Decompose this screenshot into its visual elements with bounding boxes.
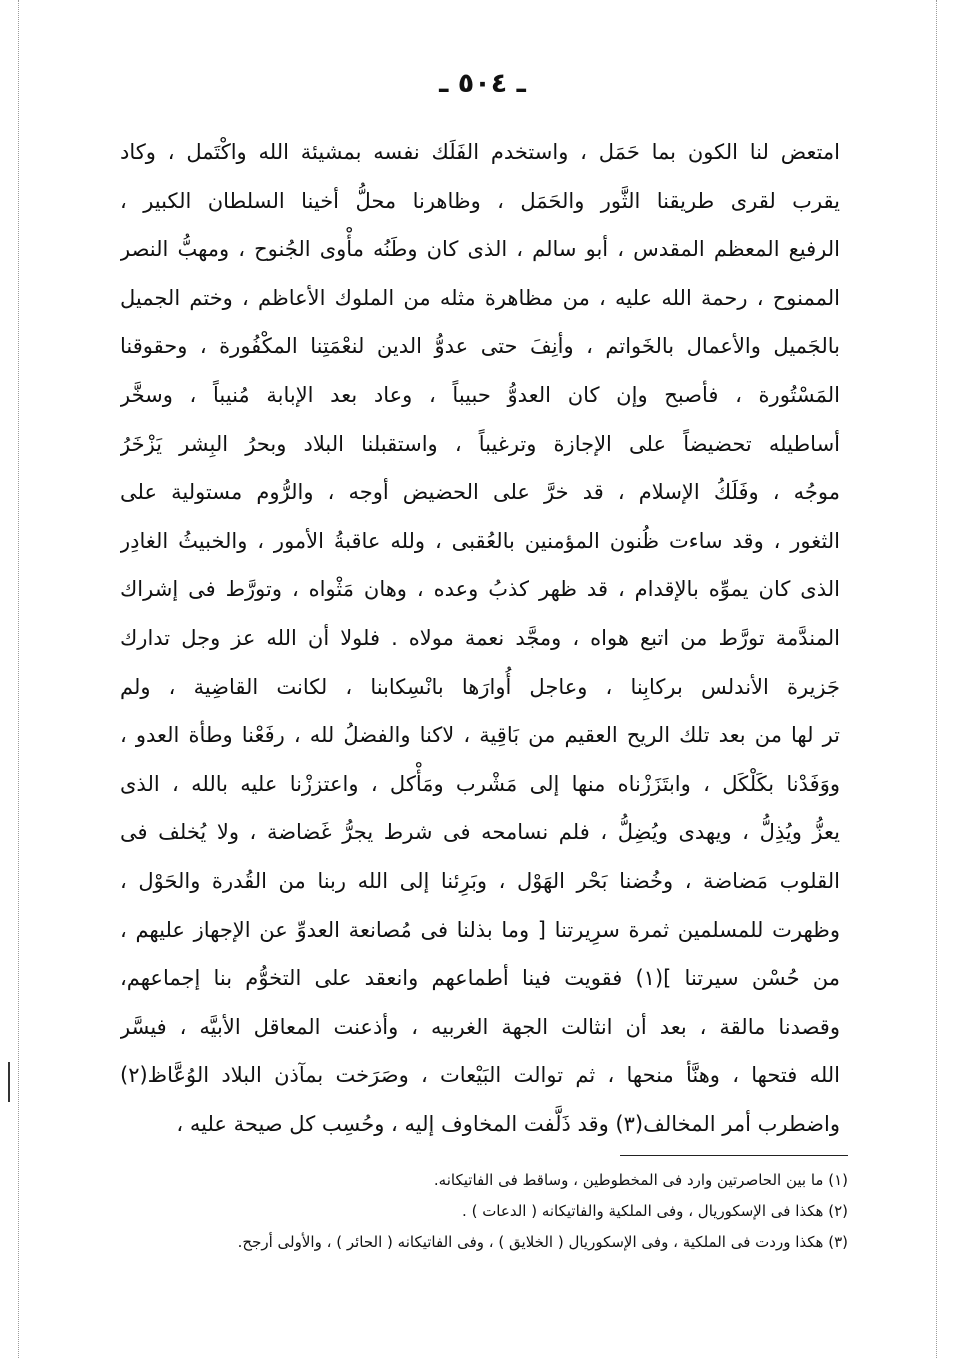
text-line-12: جَزيرة الأندلس بركابِنا ، وعاجل أُوارَها بانْسِكابنا ، لكانت القاضِية ، ولم (120, 674, 840, 699)
text-line-17: وظهرت للمسلمين ثمرة سرِيرتنا [ وما بذلنا فى مُصانعة العدوِّ عن الإجهاز عليهم ، (120, 917, 840, 942)
text-line-19: وقصدنا مالقة ، بعد أن انثالت الجهة الغربيه ، وأذعنت المعاقل الأبيَّه ، فيسَّر (120, 1014, 840, 1039)
text-line-11: المندَّمة تورَّط من اتبع هواه ، ومجَّد نعمة مولاه . فلولا أن الله عز وجل تدارك (120, 625, 840, 650)
text-line-3: الرفيع المعظم المقدس ، أبو سالم ، الذى كان وطَنُه مأْوى الجُنوح ، ومهبُّ النصر (120, 237, 840, 262)
text-line-10: الذى كان يموِّه بالإقدام ، قد ظهر كذبُ وعده ، وهان مَثْواه ، وتورَّط فى إشراك (120, 577, 840, 602)
text-line-9: الثغور ، وقد ساءت ظُنون المؤمنين بالعُقبى ، ولله عاقبةُ الأمور ، والخبيثُ الغادِر (120, 528, 840, 553)
scan-edge-dots-right (936, 0, 937, 1358)
text-line-7: أساطيله تحضيضاً على الإجازة وترغيباً ، واستقبلنا البلاد وبحرُ البِشر يَزْخَرُ (120, 431, 840, 456)
scan-edge-dots-left (18, 0, 19, 1358)
footnote-2: (٢) هكذا فى الإسكوريال ، وفى الملكية والفاتيكانه ( الدعات ) . (462, 1202, 848, 1220)
text-line-4: الممنوح ، رحمة الله عليه ، من مظاهرة مثله من الملوك الأعاظم ، وختم الجميل (120, 285, 840, 310)
text-line-8: موجُه ، وفَلَكُ الإسلام ، قد خرَّ على الحضيض أوجه ، والرُّوم مستولية على (120, 480, 840, 505)
text-line-6: المَسْتُورة ، فأصبح وإن كان العدوُّ حبيباً ، وعاد بعد الإبابة مُنيباً ، وسخَّر (120, 382, 840, 407)
body-text (120, 128, 840, 1148)
footnotes (100, 1165, 848, 1258)
text-line-16: القلوب مَضاضة ، وخُضنا بَحْر الهَوْل ، وبَرِئنا إلى الله ربنا من القُدرة والحَوْل ، (120, 868, 840, 893)
text-line-2: يقرب لقرى طريقنا الثَّور والحَمَل ، وظاهرنا محلُّ أخينا السلطان الكبير ، (120, 188, 840, 213)
text-line-18: من حُسْن سيرتنا ](١) فقويت فينا أطماعهم وانعقد على التخوُّم بنا إجماعهم، (120, 966, 840, 991)
footnote-1: (١) ما بين الحاصرتين وارد فى المخطوطين ، وساقط فى الفاتيكانه. (433, 1171, 848, 1189)
text-line-1: امتعض لنا الكون بما حَمَل ، واستخدم الفَلَك نفسه بمشيئة الله واكْتَمل ، وكاد (120, 140, 840, 164)
text-line-15: يعزُّ ويُذِلُّ ، ويهدى ويُضِلُّ ، فلم نسامحه فى شرط يجرُّ غَضاضة ، ولا يُخلف فى (120, 820, 840, 845)
margin-mark (8, 1062, 10, 1102)
footnote-3: (٣) هكذا وردت فى الملكية ، وفى الإسكوريال ( الخلايق ) ، وفى الفاتيكانه ( الحائر ) ، والأولى أرجح. (237, 1233, 848, 1251)
text-line-5: بالجَميل والأعمال بالخَواتم ، وأنِفَ حتى عدوُّ الدين لنعْمَتِنا المكْفُورة ، وحقوقنا (120, 334, 840, 359)
footnote-rule (620, 1155, 848, 1156)
page-number: ـ ٥٠٤ ـ (439, 68, 526, 99)
text-line-20: الله فتحها ، وهنَّأ منحها ، ثم توالت البَيْعات ، وصَرَخت بمآذن البلاد الوُعَّاظ(٢) (120, 1063, 840, 1088)
text-line-14: ووَفَدْنا بكَلْكَل ، وابتَزَزْناه منها إلى مَشْرب ومَأْكل ، واعتززْنا عليه بالله ، الذى (120, 771, 840, 796)
text-line-21: واضطرب أمر المخالف(٣) وقد ذَلَّفت المخاوف إليه ، وحُسِب كل صيحة عليه ، (176, 1111, 840, 1136)
text-line-13: تر لها من بعد تلك الريح العقيم من بَاقِية ، لاكنا والفضلُ لله ، رفَعْنا وطأة العدو ، (120, 723, 840, 748)
